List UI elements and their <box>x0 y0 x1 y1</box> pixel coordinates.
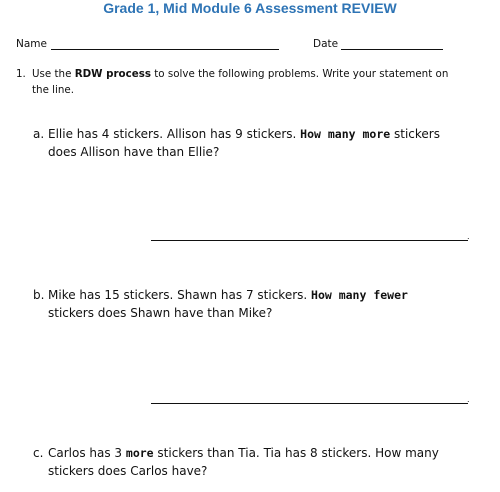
instructions-number: 1. <box>16 68 26 80</box>
problem-b <box>33 286 473 322</box>
page-title: Grade 1, Mid Module 6 Assessment REVIEW <box>103 0 397 16</box>
name-label: Name <box>16 38 47 50</box>
name-field-line[interactable] <box>51 49 279 50</box>
problem-b-text-pre: Mike has 15 stickers. Shawn has 7 stickers. <box>48 288 312 302</box>
instructions-text-post: to solve the following problems. Write your statement on <box>150 68 449 80</box>
answer-line-a-end: . <box>467 232 470 241</box>
problem-c-line-1 <box>33 444 473 462</box>
instructions-line-1 <box>16 66 466 82</box>
answer-line-b[interactable] <box>151 403 468 404</box>
problem-c <box>33 444 473 480</box>
problem-a-text-post: stickers <box>390 127 440 141</box>
problem-c-text-post: stickers than Tia. Tia has 8 stickers. How many <box>153 446 439 460</box>
problem-c-line-2: stickers does Carlos have? <box>48 464 208 478</box>
problem-a-text-pre: Ellie has 4 stickers. Allison has 9 stickers. <box>48 127 301 141</box>
date-label: Date <box>313 38 339 50</box>
problem-a <box>33 125 473 161</box>
instructions-line-2: the line. <box>32 84 75 96</box>
problem-a-bold: How many more <box>300 127 391 141</box>
problem-b-line-2: stickers does Shawn have than Mike? <box>48 306 273 320</box>
problem-a-letter: a. <box>33 127 45 141</box>
instructions-rdw-bold: RDW process <box>74 68 151 80</box>
problem-a-line-2: does Allison have than Ellie? <box>48 145 220 159</box>
instructions-text-pre: Use the <box>32 68 75 80</box>
problem-c-bold: more <box>125 446 154 460</box>
answer-line-b-end: . <box>467 395 470 404</box>
problem-c-text-pre: Carlos has 3 <box>48 446 126 460</box>
problem-b-letter: b. <box>33 288 45 302</box>
instructions <box>16 66 466 98</box>
problem-b-bold: How many fewer <box>311 288 408 302</box>
problem-c-letter: c. <box>33 446 44 460</box>
problem-b-line-1 <box>33 286 473 304</box>
date-field-line[interactable] <box>341 49 443 50</box>
answer-line-a[interactable] <box>151 240 468 241</box>
problem-a-line-1 <box>33 125 473 143</box>
